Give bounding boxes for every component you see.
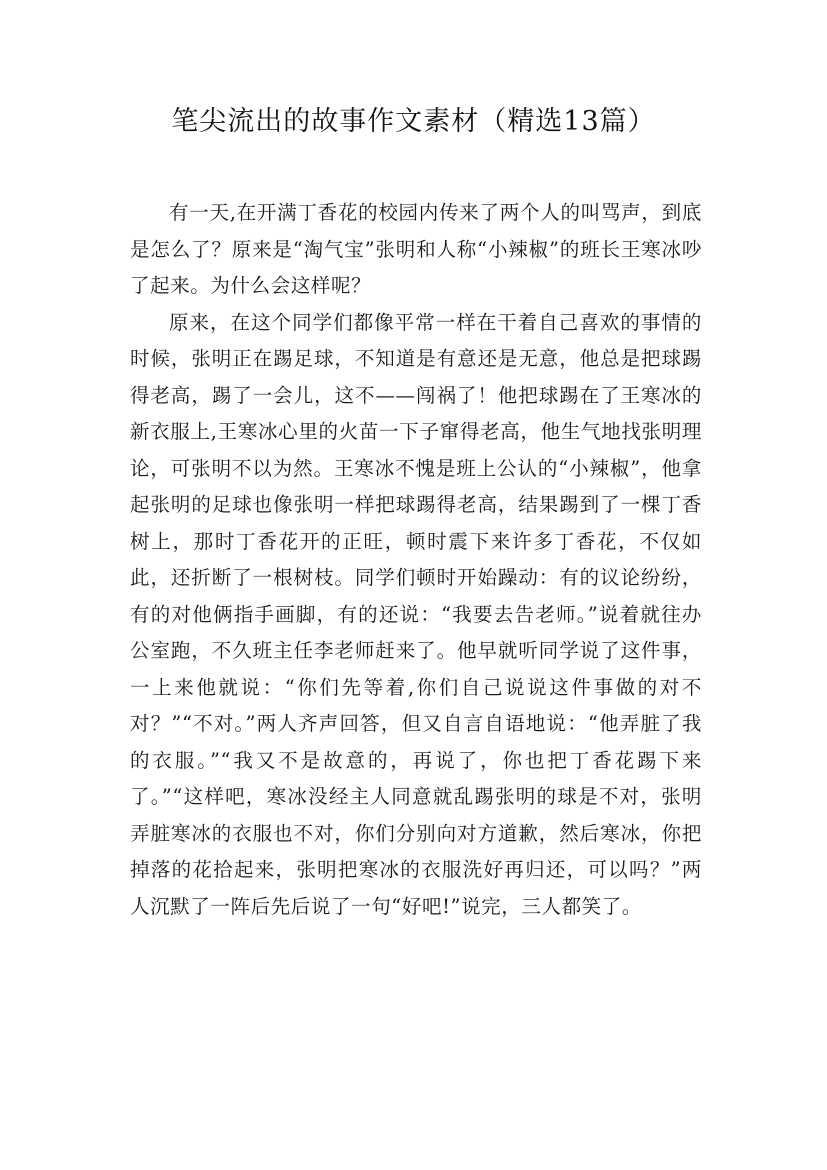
paragraph-2: 原来，在这个同学们都像平常一样在干着自己喜欢的事情的时候，张明正在踢足球，不知道是有意还是无意，他总是把球踢得老高，踢了一会儿，这不——闯祸了！他把球踢在了王寒冰的新衣服上,王寒冰心里的火苗一下子窜得老高，他生气地找张明理论，可张明不以为然。王寒冰不愧是班上公认的“小辣椒”，他拿起张明的足球也像张明一样把球踢得老高，结果踢到了一棵丁香树上，那时丁香花开的正旺，顿时震下来许多丁香花，不仅如此，还折断了一根树枝。同学们顿时开始躁动：有的议论纷纷，有的对他俩指手画脚，有的还说：“我要去告老师。”说着就往办公室跑，不久班主任李老师赶来了。他早就听同学说了这件事，一上来他就说：“你们先等着,你们自己说说这件事做的对不对？”“不对。”两人齐声回答，但又自言自语地说：“他弄脏了我的衣服。”“我又不是故意的，再说了，你也把丁香花踢下来了。”“这样吧，寒冰没经主人同意就乱踢张明的球是不对，张明弄脏寒冰的衣服也不对，你们分别向对方道歉，然后寒冰，你把掉落的花拾起来，张明把寒冰的衣服洗好再归还，可以吗？”两人沉默了一阵后先后说了一句“好吧!”说完，三人都笑了。 [130, 310, 702, 918]
paragraph-1: 有一天,在开满丁香花的校园内传来了两个人的叫骂声，到底是怎么了？原来是“淘气宝”张明和人称“小辣椒”的班长王寒冰吵了起来。为什么会这样呢？ [130, 201, 702, 297]
document-title: 笔尖流出的故事作文素材（精选13篇） [171, 106, 656, 137]
document-body [130, 195, 702, 925]
